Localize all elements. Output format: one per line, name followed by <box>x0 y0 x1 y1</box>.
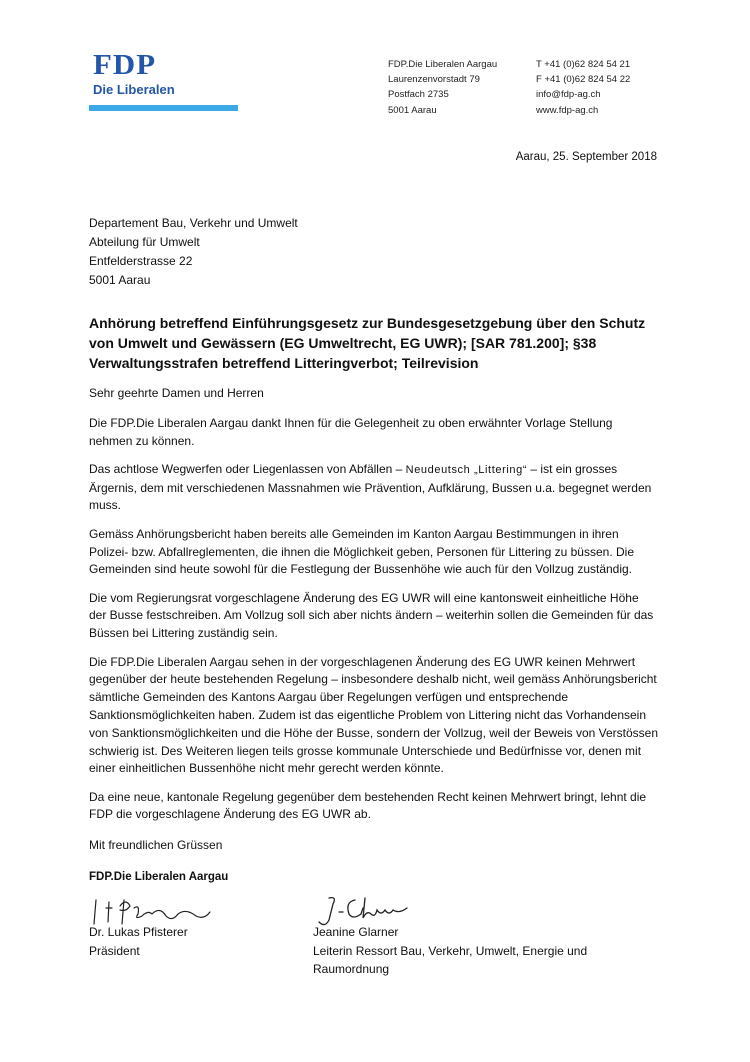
letter-date: Aarau, 25. September 2018 <box>515 151 657 163</box>
signer-role: Präsident <box>89 943 140 958</box>
sender-address-line: 5001 Aarau <box>388 104 437 116</box>
paragraph-6: Da eine neue, kantonale Regelung gegenüber dem bestehenden Recht keinen Mehrwert bringt, lehnt die FDP die vorgeschlagene Änderung des EG UWR ab. <box>89 789 647 822</box>
paragraph-2-part: – ist ein grosses Ärgernis, dem mit verschiedenen Massnahmen wie Prävention, Aufklärung, Bussen u.a. begegnet werden muss. <box>89 461 652 513</box>
closing: Mit freundlichen Grüssen <box>89 838 223 852</box>
sender-email: info@fdp-ag.ch <box>536 89 601 101</box>
sender-address-line: Postfach 2735 <box>388 89 449 101</box>
sender-address <box>388 57 497 118</box>
sender-website: www.fdp-ag.ch <box>536 104 599 116</box>
fdp-logo: FDP <box>93 50 157 81</box>
logo-subline: Die Liberalen <box>93 82 175 97</box>
sender-contact <box>536 57 630 118</box>
sender-address-line: Laurenzenvorstadt 79 <box>388 74 480 86</box>
paragraph-1: Die FDP.Die Liberalen Aargau dankt Ihnen für die Gelegenheit zu oben erwähnter Vorlage Stellung nehmen zu können. <box>89 415 613 448</box>
recipient-line: Departement Bau, Verkehr und Umwelt <box>89 216 298 230</box>
signer-role: Leiterin Ressort Bau, Verkehr, Umwelt, Energie und <box>313 943 588 958</box>
sender-phone: T +41 (0)62 824 54 21 <box>536 59 631 70</box>
recipient-line: Abteilung für Umwelt <box>89 235 200 249</box>
paragraph-5: Die FDP.Die Liberalen Aargau sehen in der vorgeschlagenen Änderung des EG UWR keinen Mehrwert gegenüber der heute bestehenden Regelung – insbesondere deshalb nicht, weil gemäss Anhörungsbericht sämtliche Gemeinden des Kantons Aargau über Regelungen verfügen und entsprechende Sanktionsmöglichkeiten haben. Zudem ist das eigentliche Problem von Littering nicht das Vorhandensein von Sanktionsmöglichkeiten und die Höhe der Busse, sondern der Vollzug, weil der Beweis von Verstössen schwierig ist. Des Weiteren liegen teils grosse kommunale Unterschiede und Bedürfnisse vor, denen mit einer einheitlichen Bussenhöhe nicht mehr gerecht werden könnte. <box>89 654 658 776</box>
salutation: Sehr geehrte Damen und Herren <box>89 386 264 400</box>
letter-subject: Anhörung betreffend Einführungsgesetz zur Bundesgesetzgebung über den Schutz von Umwelt und Gewässern (EG Umweltrecht, EG UWR); [SAR 781.200]; §38 Verwaltungsstrafen betreffend Litteringverbot; Teilrevision <box>89 315 646 371</box>
paragraph-3: Gemäss Anhörungsbericht haben bereits alle Gemeinden im Kanton Aargau Bestimmungen in ihren Polizei- bzw. Abfallreglementen, die ihnen die Möglichkeit geben, Personen für Littering zu büssen. Die Gemeinden sind heute sowohl für die Festlegung der Bussenhöhe wie auch für den Vollzug zuständig. <box>89 526 634 577</box>
paragraph-2 <box>89 461 659 515</box>
recipient-address <box>89 214 298 290</box>
signer-pfisterer <box>89 923 188 960</box>
recipient-line: Entfelderstrasse 22 <box>89 254 193 268</box>
signoff-organisation: FDP.Die Liberalen Aargau <box>89 871 229 883</box>
signer-name: Jeanine Glarner <box>313 925 399 939</box>
paragraph-2-emphasis: Neudeutsch „Littering“ <box>405 463 528 476</box>
paragraph-2-part: Das achtlose Wegwerfen oder Liegenlassen von Abfällen – <box>89 461 406 476</box>
letter-body <box>89 385 659 835</box>
sender-address-line: FDP.Die Liberalen Aargau <box>388 59 498 70</box>
signer-glarner <box>313 923 587 979</box>
recipient-line: 5001 Aarau <box>89 273 151 287</box>
sender-fax: F +41 (0)62 824 54 22 <box>536 74 631 86</box>
signer-role-continued: Raumordnung <box>313 962 390 976</box>
logo-accent-bar <box>89 105 238 111</box>
paragraph-4: Die vom Regierungsrat vorgeschlagene Änderung des EG UWR will eine kantonsweit einheitliche Höhe der Busse festschreiben. Am Vollzug soll sich aber nichts ändern – weiterhin sollen die Gemeinden für das Büssen bei Littering zuständig sein. <box>89 590 654 641</box>
signer-name: Dr. Lukas Pfisterer <box>89 925 188 939</box>
